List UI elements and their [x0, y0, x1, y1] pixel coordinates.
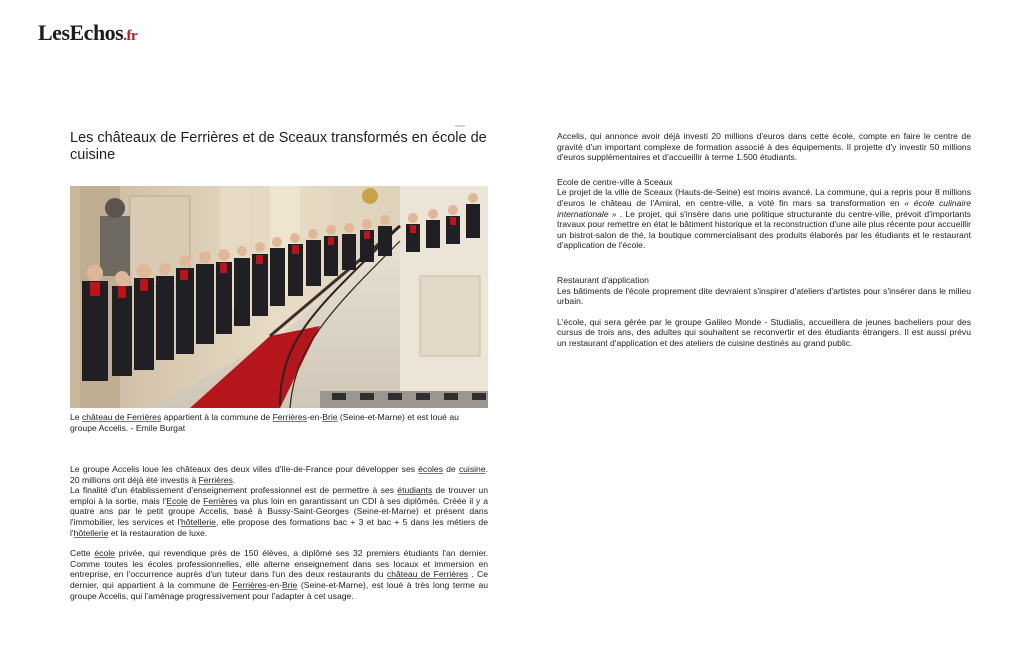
inline-link[interactable]: Ferrières	[198, 474, 233, 485]
caption-link[interactable]: château de Ferrières	[81, 412, 162, 422]
article-paragraph: Cette école privée, qui revendique près de 150 élèves, a diplômé ses 32 premiers étudiants l'an dernier. Comme toutes les écoles professionnelles, elle alterne enseignement dans ses locaux et immersion en entreprise, en l'occurrence auprès d'un tuteur dans l'un des deux restaurants du château de Ferrières . Ce dernier, qui appartient à la commune de Ferrières-en-Brie (Seine-et-Marne), est loué à très long terme au groupe Accelis, qui l'aménage progressivement pour l'adapter à cet usage.	[70, 548, 489, 601]
inline-link[interactable]: écoles	[418, 464, 443, 474]
article-title: Les châteaux de Ferrières et de Sceaux transformés en école de cuisine	[70, 130, 487, 163]
article-paragraph: Les bâtiments de l'école proprement dite devraient s'inspirer d'ateliers d'artistes pour s'insérer dans le milieu urbain.	[557, 285, 971, 307]
article-paragraph: Accelis, qui annonce avoir déjà investi 20 millions d'euros dans cette école, compte en faire le centre de gravité d'un important complexe de formation associé à des équipements. Il projette d'y investir 50 millions d'euros supplémentaires et d'accueillir à terme 1.500 étudiants.	[557, 131, 971, 163]
inline-link[interactable]: cuisine	[458, 464, 486, 474]
inline-link[interactable]: Ecole	[166, 495, 188, 506]
article-right-column	[557, 131, 971, 349]
inline-link[interactable]: étudiants	[397, 485, 433, 496]
article-paragraph: Le groupe Accelis loue les châteaux des deux villes d'Ile-de-France pour développer ses écoles de cuisine. 20 millions ont déjà été investis à Ferrières. La finalité d'un établissement d'enseignement professionnel est de permettre à ses étudiants de trouver un emploi à la sortie, mais l'Ecole de Ferrières va plus loin en garantissant un CDI à ses diplômés. Créée il y a quatre ans par le petit groupe Accelis, basé à Bussy-Saint-Georges (Seine-et-Marne) et présent dans l'immobilier, les services et l'hôtellerie, elle propose des formations bac + 3 et bac + 5 dans les métiers de l'hôtellerie et la restauration de luxe.	[70, 464, 488, 538]
logo-main: LesEchos	[38, 20, 124, 45]
article-paragraph: L'école, qui sera gérée par le groupe Galileo Monde - Studialis, accueillera de jeunes bacheliers pour des cursus de trois ans, des adultes qui souhaitent se reconvertir et des étudiants étrangers. Il est aussi prévu un restaurant d'application et des ateliers de cuisine destinés au grand public.	[557, 316, 971, 348]
inline-link[interactable]: Ferrières	[232, 579, 267, 590]
inline-link[interactable]: Ferrières	[203, 495, 238, 506]
divider	[455, 125, 465, 127]
section-heading: Restaurant d'application	[557, 274, 649, 285]
section-heading: Ecole de centre-ville à Sceaux	[557, 176, 673, 187]
site-logo[interactable]	[38, 20, 137, 46]
caption-link[interactable]: Ferrières	[272, 412, 307, 422]
logo-suffix: .fr	[123, 28, 138, 44]
article-paragraph: Le projet de la ville de Sceaux (Hauts-de-Seine) est moins avancé. La commune, qui a repris pour 8 millions d'euros le château de l'Amiral, en centre-ville, a voté fin mars sa transformation en « école culinaire internationale » . Le projet, qui s'insère dans une politique structurante du centre-ville, prévoit d'importants travaux pour remettre en état le bâtiment historique et la reconstruction d'une aile plus récente pour accueillir un bistrot-salon de thé, la boutique commercialisant des produits élaborés par les étudiants et le restaurant d'application de l'école.	[557, 187, 971, 251]
caption-link[interactable]: Brie	[322, 412, 338, 422]
photo-caption: Le château de Ferrières appartient à la commune de Ferrières-en-Brie (Seine-et-Marne) et est loué au groupe Accelis. - Emile Burgat	[70, 412, 459, 433]
inline-link[interactable]: Brie	[282, 579, 298, 590]
staircase-photo	[70, 186, 488, 408]
inline-link[interactable]: hôtellerie	[181, 516, 216, 527]
inline-link[interactable]: école	[94, 548, 115, 559]
inline-link[interactable]: hôtellerie	[73, 527, 109, 538]
inline-link[interactable]: château de Ferrières	[386, 569, 469, 580]
article-left-column	[70, 130, 488, 601]
